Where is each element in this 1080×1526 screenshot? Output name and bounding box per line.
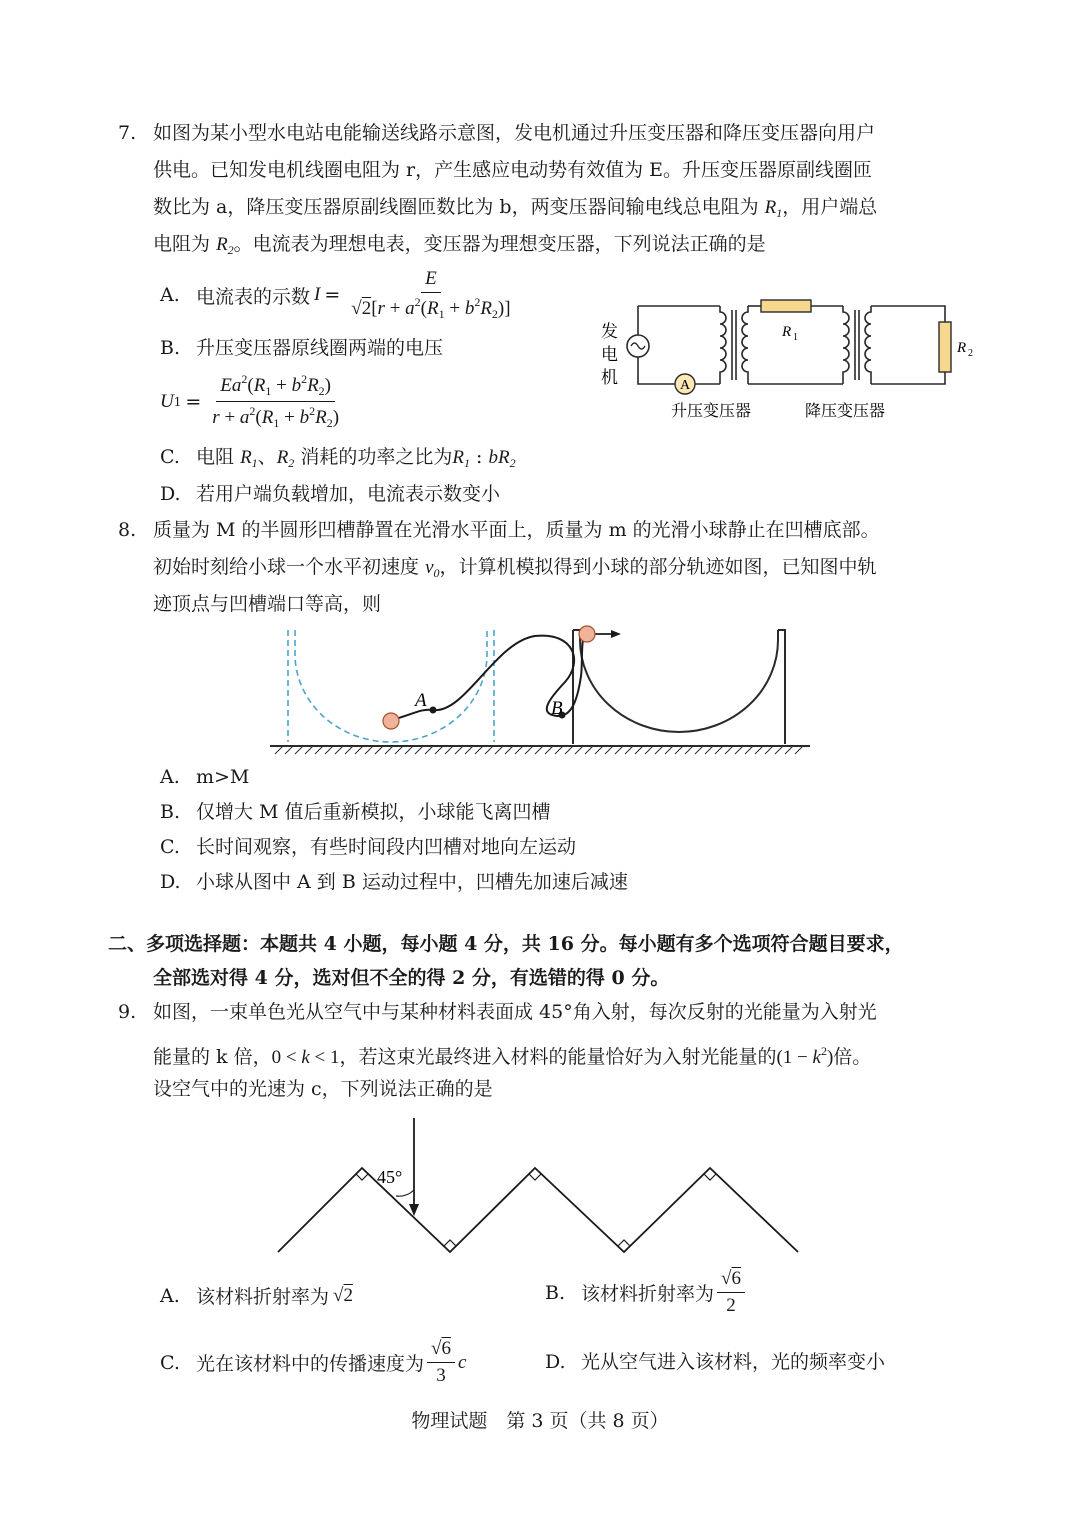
q7-option-a: A. 电流表的示数 I = $\frac{E}{√2[r + a^2(R_1 + b^2R_2)]}$ — [160, 268, 518, 322]
q9-stem-line3: 设空气中的光速为 c，下列说法正确的是 — [153, 1078, 493, 1100]
q9-number: 9. — [118, 1001, 137, 1023]
q8-number: 8. — [118, 519, 137, 541]
r1-label: R — [782, 324, 792, 340]
formula-current-fraction: $\frac{E}{√2[r + a^2(R_1 + b^2R_2)]}$ — [351, 268, 511, 321]
q7-stem-line1: 如图为某小型水电站电能输送线路示意图，发电机通过升压变压器和降压变压器向用户 — [153, 122, 876, 144]
q8-option-d-text: 小球从图中 A 到 B 运动过程中，凹槽先加速后减速 — [196, 871, 628, 893]
section2-title-line2: 全部选对得 4 分，选对但不全的得 2 分，有选错的得 0 分。 — [153, 967, 670, 989]
q7-option-b-label: B. — [160, 337, 181, 359]
q8-stem-line2 — [153, 555, 877, 585]
symbol-r2: $R_2$ — [216, 234, 234, 257]
q7-option-d-text: 若用户端负载增加，电流表示数变小 — [196, 483, 501, 505]
q9-option-a-label: A. — [160, 1284, 180, 1307]
q9-option-c-label: C. — [160, 1351, 180, 1374]
formula-sqrt2: √2 — [333, 1284, 353, 1306]
q9-option-b-text: 该材料折射率为 — [581, 1283, 715, 1305]
formula-energy-fraction: $(1 - k^2)$ — [776, 1044, 834, 1068]
q9-light-diagram — [270, 1110, 810, 1260]
q8-option-d — [160, 870, 628, 894]
point-a-dot — [430, 707, 437, 714]
q9-stem-line2-tail: 倍。 — [833, 1046, 872, 1068]
q9-stem-line2-text: 能量的 k 倍， — [153, 1046, 272, 1068]
q7-option-b — [160, 336, 443, 360]
q8-option-b-label: B. — [160, 801, 181, 823]
q9-option-c: C. 光在该材料中的传播速度为 $\frac{√6}{3}$ c — [160, 1338, 467, 1386]
q9-option-a-text: 该材料折射率为 — [196, 1286, 330, 1308]
q8-option-b-text: 仅增大 M 值后重新模拟，小球能飞离凹槽 — [196, 801, 551, 823]
trough — [573, 630, 785, 744]
q8-option-a-text: m>M — [196, 766, 250, 788]
q7-option-c-text: 电阻 — [196, 446, 235, 468]
r1-sub-label: 1 — [793, 332, 798, 343]
point-a-label: A — [415, 690, 427, 711]
section2-title-line1: 二、多项选择题：本题共 4 小题，每小题 4 分，共 16 分。每小题有多个选项符合题目要求， — [108, 933, 904, 955]
q8-stem-line1: 质量为 M 的半圆形凹槽静置在光滑水平面上，质量为 m 的光滑小球静止在凹槽底部。 — [153, 519, 880, 541]
point-b-label: B — [551, 698, 563, 719]
angle-label: 45° — [377, 1167, 403, 1187]
q7-stem-line4-text: 电阻为 — [153, 233, 211, 255]
q7-option-a-text: 电流表的示数 — [196, 285, 311, 308]
q8-stem-line3: 迹顶点与凹槽端口等高，则 — [153, 593, 382, 615]
q9-stem-line2 — [153, 1039, 871, 1070]
gen-label-1: 发 — [601, 322, 618, 341]
formula-sqrt6-over-3: $\frac{√6}{3}$ — [427, 1338, 455, 1387]
q8-stem-line2-text: 初始时刻给小球一个水平初速度 — [153, 556, 420, 578]
q8-option-a — [160, 765, 249, 789]
q7-option-c: C. 电阻 $R_1$、$R_2$ 消耗的功率之比为$R_1$ : $bR_2$ — [160, 446, 516, 470]
r2-label: R — [957, 340, 967, 356]
q9-option-b-label: B. — [545, 1281, 566, 1304]
q7-stem-line3-text: 数比为 a，降压变压器原副线圈匝数比为 b，两变压器间输电线总电阻为 — [153, 196, 759, 218]
q8-trajectory-diagram — [265, 622, 815, 757]
gen-label-3: 机 — [601, 368, 618, 387]
page-footer: 物理试题 第 3 页（共 8 页） — [411, 1410, 669, 1432]
q7-option-d — [160, 482, 500, 506]
q7-option-c-label: C. — [160, 446, 180, 468]
step-up-label: 升压变压器 — [671, 403, 752, 420]
q7-number: 7. — [118, 122, 137, 144]
ball-start — [383, 713, 399, 729]
q9-option-d-text: 光从空气进入该材料，光的频率变小 — [581, 1351, 886, 1373]
q9-option-c-text: 光在该材料中的传播速度为 — [196, 1353, 425, 1375]
formula-current: I — [314, 284, 321, 305]
step-down-label: 降压变压器 — [805, 403, 886, 420]
zigzag-surface — [278, 1168, 798, 1252]
formula-sqrt6-over-2: $\frac{√6}{2}$ — [717, 1268, 745, 1317]
q9-option-d — [545, 1350, 885, 1374]
velocity-arrow-icon — [611, 630, 621, 638]
formula-k-range: 0 < k < 1 — [271, 1047, 340, 1068]
q8-option-c-text: 长时间观察，有些时间段内凹槽对地向左运动 — [196, 836, 577, 858]
q8-option-b — [160, 800, 551, 824]
q7-circuit-diagram — [595, 292, 995, 432]
gen-label-2: 电 — [601, 345, 618, 364]
r2-sub-label: 2 — [968, 348, 973, 359]
q8-option-a-label: A. — [160, 766, 180, 788]
q7-stem-line4-tail: 。电流表为理想电表，变压器为理想变压器，下列说法正确的是 — [233, 233, 766, 255]
q8-stem-line2-tail: ，计算机模拟得到小球的部分轨迹如图，已知图中轨 — [439, 556, 877, 578]
resistor-r2 — [939, 322, 951, 372]
q7-option-a-label: A. — [160, 284, 180, 306]
symbol-v0: $v_0$ — [425, 557, 440, 580]
symbol-r1: $R_1$ — [764, 197, 783, 220]
q7-option-c-text2: 消耗的功率之比为 — [300, 446, 453, 468]
q9-stem-line2-mid: ，若这束光最终进入材料的能量恰好为入射光能量的 — [339, 1046, 777, 1068]
formula-voltage: U 1 = $\frac{Ea^2(R_1 + b^2R_2)}{r + a^2(R_1 + b^2R_2)}$ — [160, 372, 340, 430]
q8-option-c — [160, 835, 576, 859]
q7-stem-line2: 供电。已知发电机线圈电阻为 r，产生感应电动势有效值为 E。升压变压器原副线圈匝 — [153, 159, 873, 181]
q9-stem-line1: 如图，一束单色光从空气中与某种材料表面成 45°角入射，每次反射的光能量为入射光 — [153, 1001, 877, 1023]
resistor-r1 — [761, 300, 811, 312]
q7-stem-line3-tail: ，用户端总 — [782, 196, 878, 218]
ball-top — [579, 626, 595, 642]
q9-option-a — [160, 1282, 353, 1309]
q8-option-d-label: D. — [160, 871, 181, 893]
q7-option-d-label: D. — [160, 483, 181, 505]
q7-option-b-text: 升压变压器原线圈两端的电压 — [196, 337, 444, 359]
q9-option-b — [545, 1268, 748, 1317]
ammeter-label: A — [679, 378, 691, 393]
q7-stem-line3 — [153, 195, 877, 225]
q7-option-c-sep: 、 — [257, 446, 277, 468]
q9-option-d-label: D. — [545, 1351, 566, 1373]
q8-option-c-label: C. — [160, 836, 180, 858]
q7-stem-line4 — [153, 232, 766, 262]
